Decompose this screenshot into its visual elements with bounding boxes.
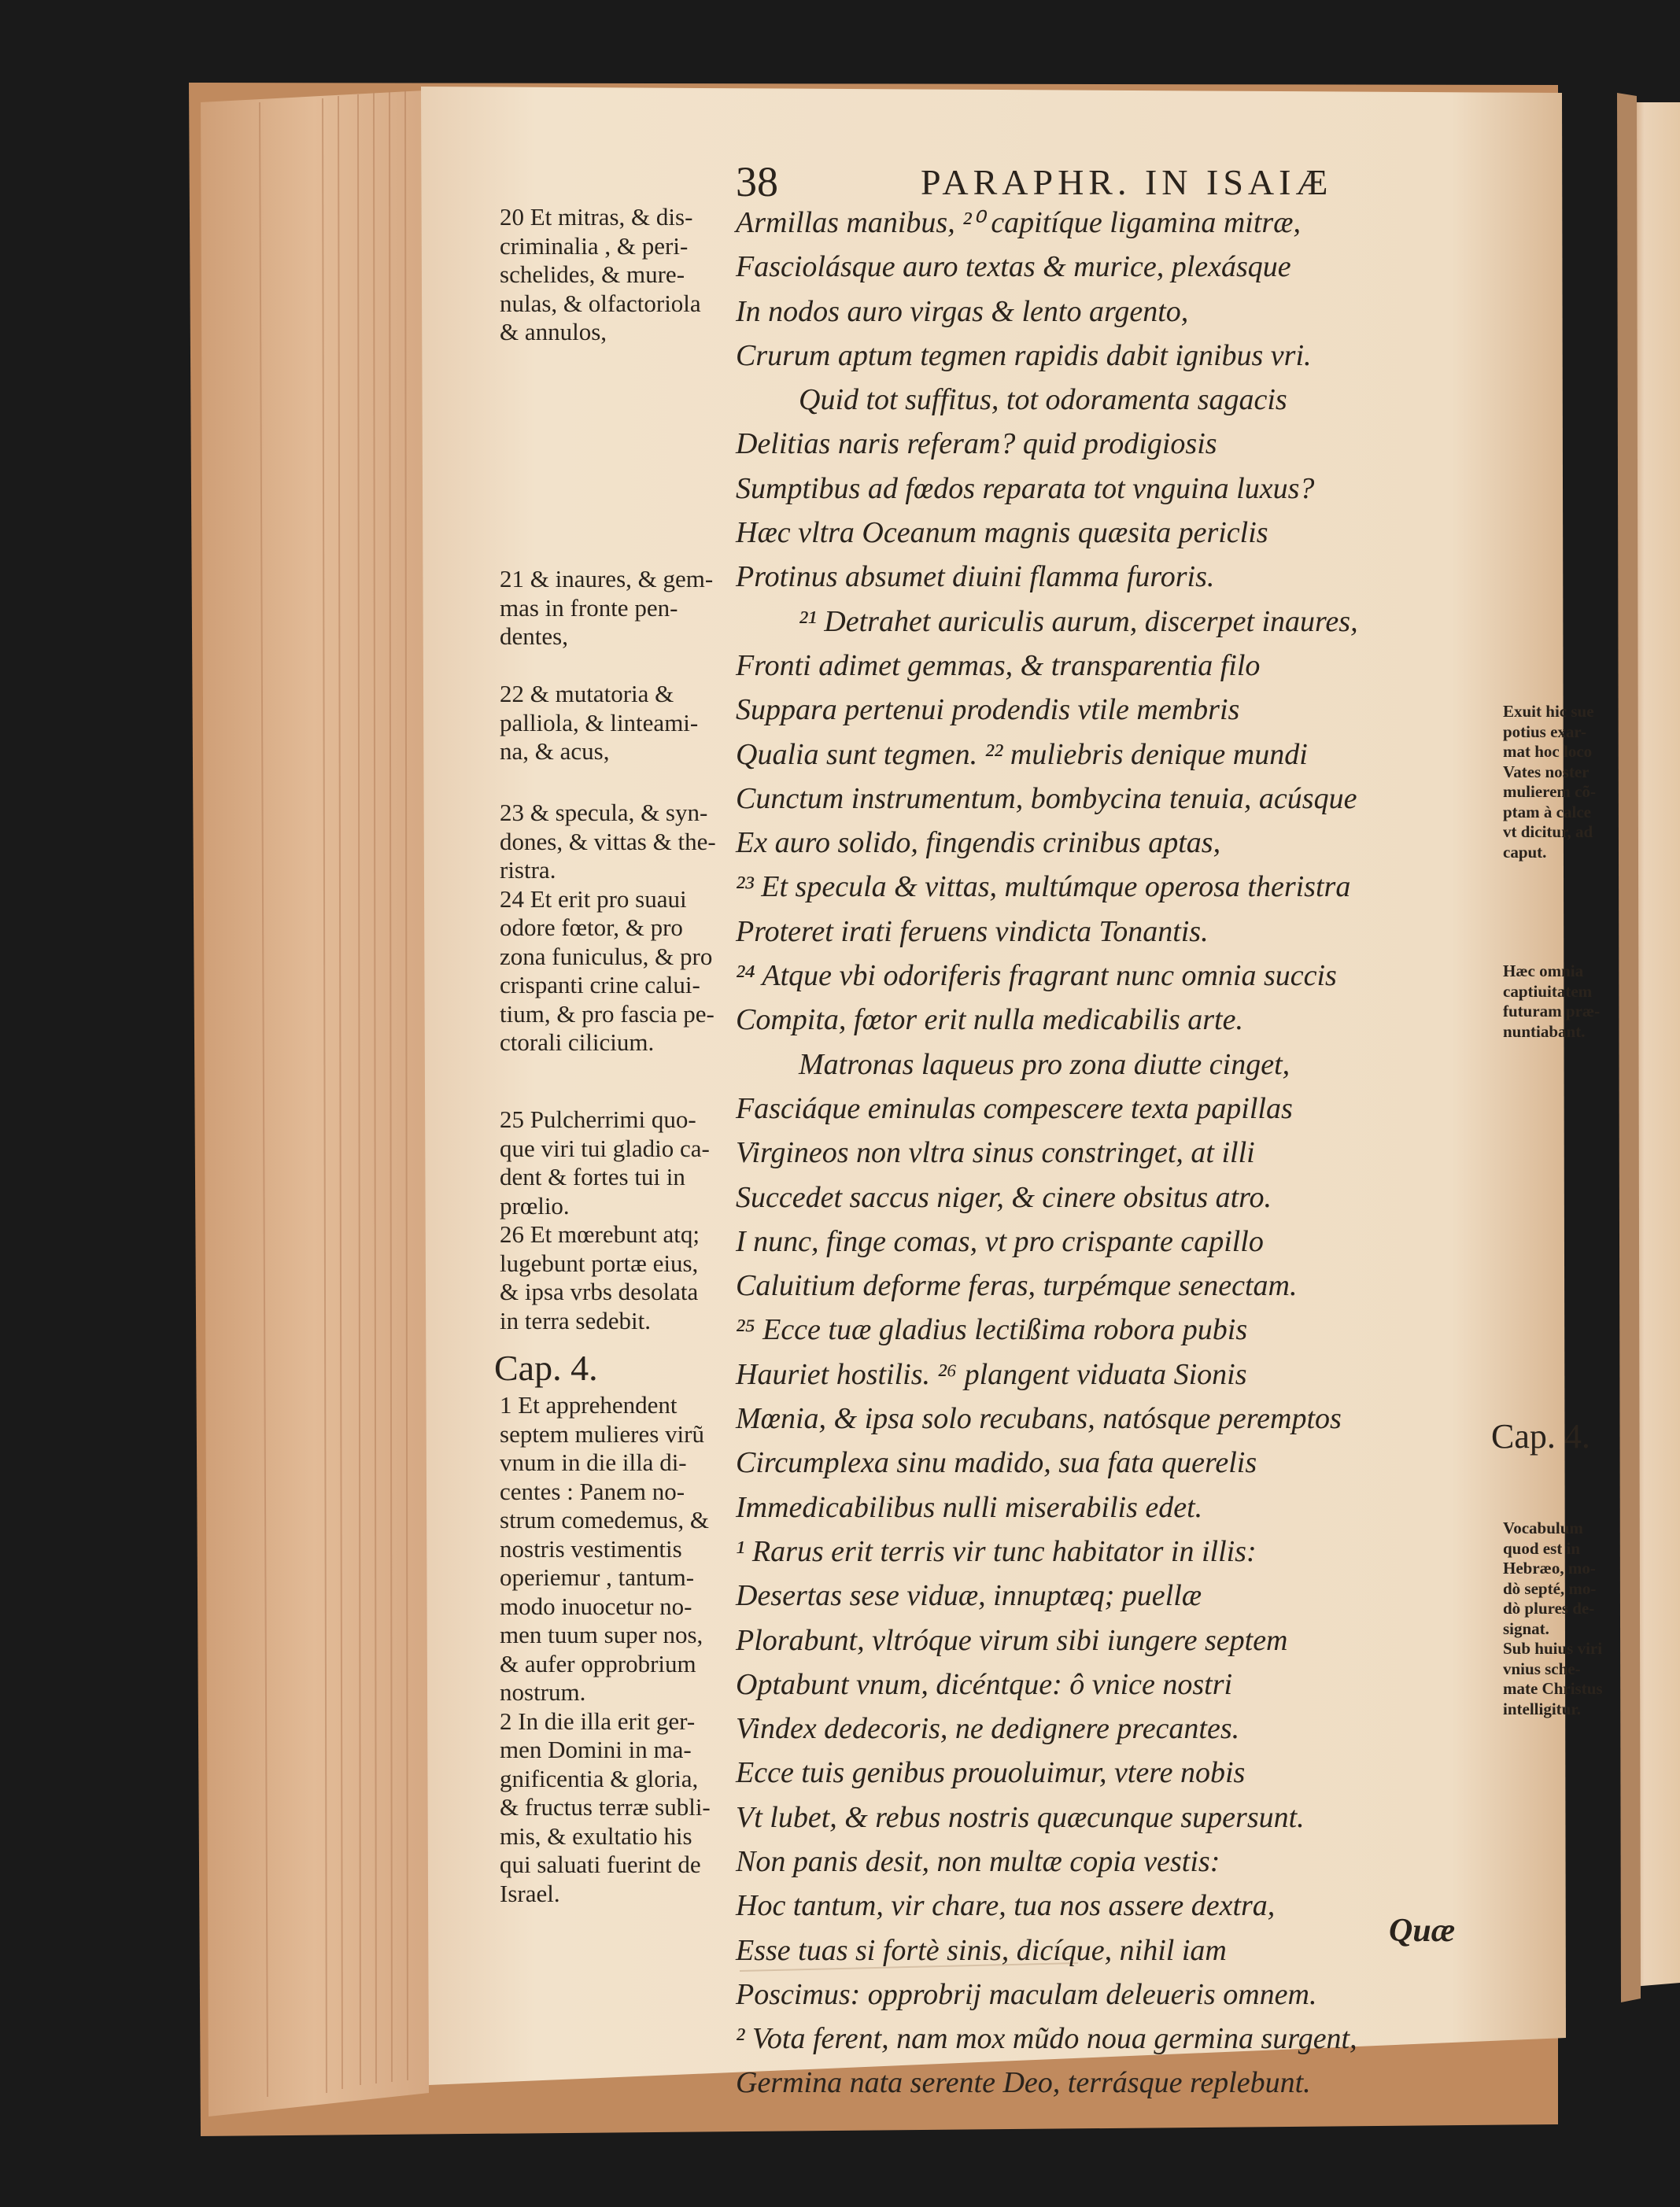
margin-line: palliola, & linteami-: [500, 708, 699, 736]
paraphrase-verse-column: [736, 201, 1507, 2106]
margin-line: centes : Panem no-: [500, 1477, 685, 1505]
verse-line: Mœnia, & ipsa solo recubans, natósque peremptos: [736, 1402, 1342, 1436]
marginal-vulgate-20: [500, 203, 736, 347]
side-note-exuit: [1503, 702, 1597, 862]
side-note-line: Hæc omnia: [1503, 961, 1584, 980]
side-note-vocabulum: [1503, 1519, 1603, 1719]
verse-line: Fronti adimet gemmas, & transparentia filo: [736, 648, 1261, 682]
running-title: PARAPHR. IN ISAIÆ: [921, 162, 1333, 202]
margin-line: dones, & vittas & the-: [500, 827, 716, 855]
margin-line: odore fœtor, & pro: [500, 913, 683, 941]
margin-line: prœlio.: [500, 1191, 570, 1220]
verse-line: Ecce tuis genibus prouoluimur, vtere nobis: [736, 1756, 1246, 1790]
margin-line: 2 In die illa erit ger-: [500, 1707, 696, 1735]
side-note-line: captiuitatem: [1503, 981, 1593, 1001]
verse-line: ²⁵ Ecce tuæ gladius lectißima robora pubis: [736, 1313, 1248, 1347]
page-stack-edge: [201, 90, 429, 2117]
verse-line: Crurum aptum tegmen rapidis dabit ignibus vri.: [736, 338, 1312, 372]
margin-line: nostrum.: [500, 1678, 586, 1706]
side-note-line: caput.: [1503, 842, 1547, 862]
margin-line: & ipsa vrbs desolata: [500, 1278, 699, 1305]
side-note-line: potius exar-: [1503, 722, 1586, 741]
verse-line: ²³ Et specula & vittas, multúmque operosa theristra: [736, 870, 1351, 904]
margin-line: operiemur , tantum-: [500, 1563, 695, 1591]
margin-line: crispanti crine calui-: [500, 971, 700, 998]
side-note-line: intelligitur.: [1503, 1699, 1581, 1718]
side-note-line: mat hoc loco: [1503, 742, 1593, 761]
margin-line: & aufer opprobrium: [500, 1649, 696, 1677]
margin-line: ctorali cilicium.: [500, 1028, 655, 1056]
margin-line: in terra sedebit.: [500, 1306, 651, 1334]
margin-line: 25 Pulcherrimi quo-: [500, 1105, 696, 1133]
side-note-line: mate Christus: [1503, 1679, 1603, 1698]
margin-line: mas in fronte pen-: [500, 593, 678, 622]
side-note-line: Sub huius viri: [1503, 1639, 1603, 1658]
verse-line: Delitias naris referam? quid prodigiosis: [736, 427, 1217, 461]
verse-line: Suppara pertenui prodendis vtile membris: [736, 693, 1240, 727]
side-note-line: ptam à calce: [1503, 802, 1591, 821]
verse-line: ²⁴ Atque vbi odoriferis fragrant nunc omnia succis: [736, 959, 1337, 993]
margin-line: men Domini in ma-: [500, 1736, 692, 1763]
margin-line: 24 Et erit pro suaui: [500, 884, 687, 913]
margin-line: 26 Et mœrebunt atq;: [500, 1220, 700, 1248]
side-note-line: signat.: [1503, 1618, 1549, 1638]
margin-line: criminalia , & peri-: [500, 231, 689, 260]
marginal-vulgate-22: [500, 680, 736, 766]
verse-line: Quid tot suffitus, tot odoramenta sagacis: [799, 383, 1287, 417]
verse-line: Vt lubet, & rebus nostris quæcunque supersunt.: [736, 1800, 1305, 1834]
marginal-vulgate-cap4: [500, 1391, 736, 1908]
margin-line: mis, & exultatio his: [500, 1821, 692, 1850]
margin-line: zona funiculus, & pro: [500, 942, 713, 970]
side-note-line: dò plures de-: [1503, 1599, 1595, 1618]
verse-line: Proteret irati feruens vindicta Tonantis.: [736, 914, 1209, 948]
verse-line: Desertas sese viduæ, innuptæq; puellæ: [736, 1579, 1202, 1613]
verse-line: Matronas laqueus pro zona diutte cinget,: [799, 1047, 1290, 1081]
verse-line: ¹ Rarus erit terris vir tunc habitator in illis:: [736, 1534, 1257, 1568]
side-note-line: dò septé, mo-: [1503, 1578, 1597, 1598]
verse-line: In nodos auro virgas & lento argento,: [736, 294, 1189, 328]
verse-line: Caluitium deforme feras, turpémque senectam.: [736, 1269, 1298, 1303]
margin-line: 22 & mutatoria &: [500, 680, 674, 707]
verse-line: Qualia sunt tegmen. ²² muliebris denique mundi: [736, 737, 1308, 771]
side-note-line: futuram præ-: [1503, 1002, 1601, 1020]
verse-line: Virgineos non vltra sinus constringet, at illi: [736, 1136, 1255, 1170]
marginal-vulgate-21: [500, 565, 736, 651]
side-note-line: Vates noster: [1503, 762, 1590, 781]
margin-line: septem mulieres virũ: [500, 1419, 704, 1448]
verse-line: Vindex dedecoris, ne dedignere precantes.: [736, 1712, 1240, 1746]
verse-line: ²¹ Detrahet auriculis aurum, discerpet inaures,: [799, 604, 1358, 638]
verse-line: Fasciolásque auro textas & murice, plexásque: [736, 250, 1291, 284]
side-note-line: Exuit hic sue: [1503, 702, 1594, 721]
folio-number: 38: [736, 158, 778, 205]
chapter-label-left: Cap. 4.: [494, 1348, 598, 1388]
verse-line: Protinus absumet diuini flamma furoris.: [736, 560, 1215, 594]
margin-line: Israel.: [500, 1879, 560, 1907]
verse-line: Ex auro solido, fingendis crinibus aptas,: [736, 826, 1221, 860]
verse-line: Compita, fœtor erit nulla medicabilis arte.: [736, 1003, 1243, 1037]
verse-line: Hoc tantum, vir chare, tua nos assere dextra,: [736, 1889, 1276, 1923]
catchword: Quæ: [1389, 1913, 1456, 1949]
margin-line: nostris vestimentis: [500, 1534, 682, 1563]
verse-line: Fasciáque eminulas compescere texta papillas: [736, 1091, 1293, 1125]
verse-line: Esse tuas si fortè sinis, dicíque, nihil iam: [736, 1933, 1227, 1967]
side-note-line: mulierem cõ-: [1503, 782, 1596, 801]
verse-line: Hauriet hostilis. ²⁶ plangent viduata Sionis: [736, 1357, 1247, 1391]
side-note-line: vnius sche-: [1503, 1659, 1581, 1678]
margin-line: vnum in die illa di-: [500, 1449, 687, 1476]
marginal-vulgate-25-26: [500, 1105, 736, 1335]
margin-line: & annulos,: [500, 318, 607, 345]
margin-line: que viri tui gladio ca-: [500, 1134, 710, 1162]
marginal-vulgate-23-24: [500, 799, 736, 1057]
side-note-line: Vocabulum: [1503, 1519, 1583, 1537]
side-note-line: vt dicitur, ad: [1503, 822, 1593, 841]
verse-line: Circumplexa sinu madido, sua fata querelis: [736, 1446, 1257, 1480]
margin-line: 23 & specula, & syn-: [500, 799, 708, 826]
margin-line: na, & acus,: [500, 737, 610, 765]
margin-line: tium, & pro fascia pe-: [500, 999, 714, 1028]
margin-line: modo inuocetur no-: [500, 1592, 692, 1620]
margin-line: & fructus terræ subli-: [500, 1793, 711, 1821]
verse-line: Immedicabilibus nulli miserabilis edet.: [736, 1490, 1203, 1524]
margin-line: dentes,: [500, 622, 568, 650]
side-note-captiuitatem: [1503, 961, 1601, 1042]
margin-line: strum comedemus, &: [500, 1506, 710, 1533]
margin-line: ristra.: [500, 856, 556, 884]
margin-line: qui saluati fuerint de: [500, 1851, 701, 1878]
verse-line: ² Vota ferent, nam mox mũdo noua germina surgent,: [736, 2022, 1357, 2056]
margin-line: 20 Et mitras, & dis-: [500, 203, 693, 231]
margin-line: men tuum super nos,: [500, 1621, 703, 1648]
verse-line: Cunctum instrumentum, bombycina tenuia, acúsque: [736, 781, 1357, 815]
margin-line: 21 & inaures, & gem-: [500, 565, 714, 592]
side-note-line: nuntiabant.: [1503, 1021, 1586, 1041]
margin-line: dent & fortes tui in: [500, 1163, 685, 1190]
verse-line: Sumptibus ad fœdos reparata tot vnguina luxus?: [736, 471, 1315, 505]
verse-line: Non panis desit, non multæ copia vestis:: [736, 1844, 1220, 1878]
side-note-line: quod est in: [1503, 1538, 1581, 1558]
margin-line: 1 Et apprehendent: [500, 1391, 678, 1419]
verse-line: Optabunt vnum, dicéntque: ô vnice nostri: [736, 1667, 1233, 1701]
side-note-line: Hebræo, mo-: [1503, 1559, 1596, 1578]
margin-line: gnificentia & gloria,: [500, 1764, 699, 1792]
verse-line: Armillas manibus, ²⁰ capitíque ligamina mitræ,: [736, 206, 1302, 239]
verse-line: Plorabunt, vltróque virum sibi iungere septem: [736, 1623, 1288, 1657]
verse-line: Poscimus: opprobrij maculam deleueris omnem.: [736, 1977, 1317, 2011]
verse-line: Germina nata serente Deo, terrásque replebunt.: [736, 2066, 1311, 2100]
verse-line: Hæc vltra Oceanum magnis quæsita periclis: [736, 516, 1268, 550]
chapter-label-right: Cap. 4.: [1491, 1417, 1590, 1456]
margin-line: lugebunt portæ eius,: [500, 1249, 699, 1277]
verse-line: Succedet saccus niger, & cinere obsitus atro.: [736, 1180, 1272, 1214]
verse-line: I nunc, finge comas, vt pro crispante capillo: [736, 1224, 1264, 1258]
margin-line: schelides, & mure-: [500, 260, 685, 288]
margin-line: nulas, & olfactoriola: [500, 289, 701, 317]
